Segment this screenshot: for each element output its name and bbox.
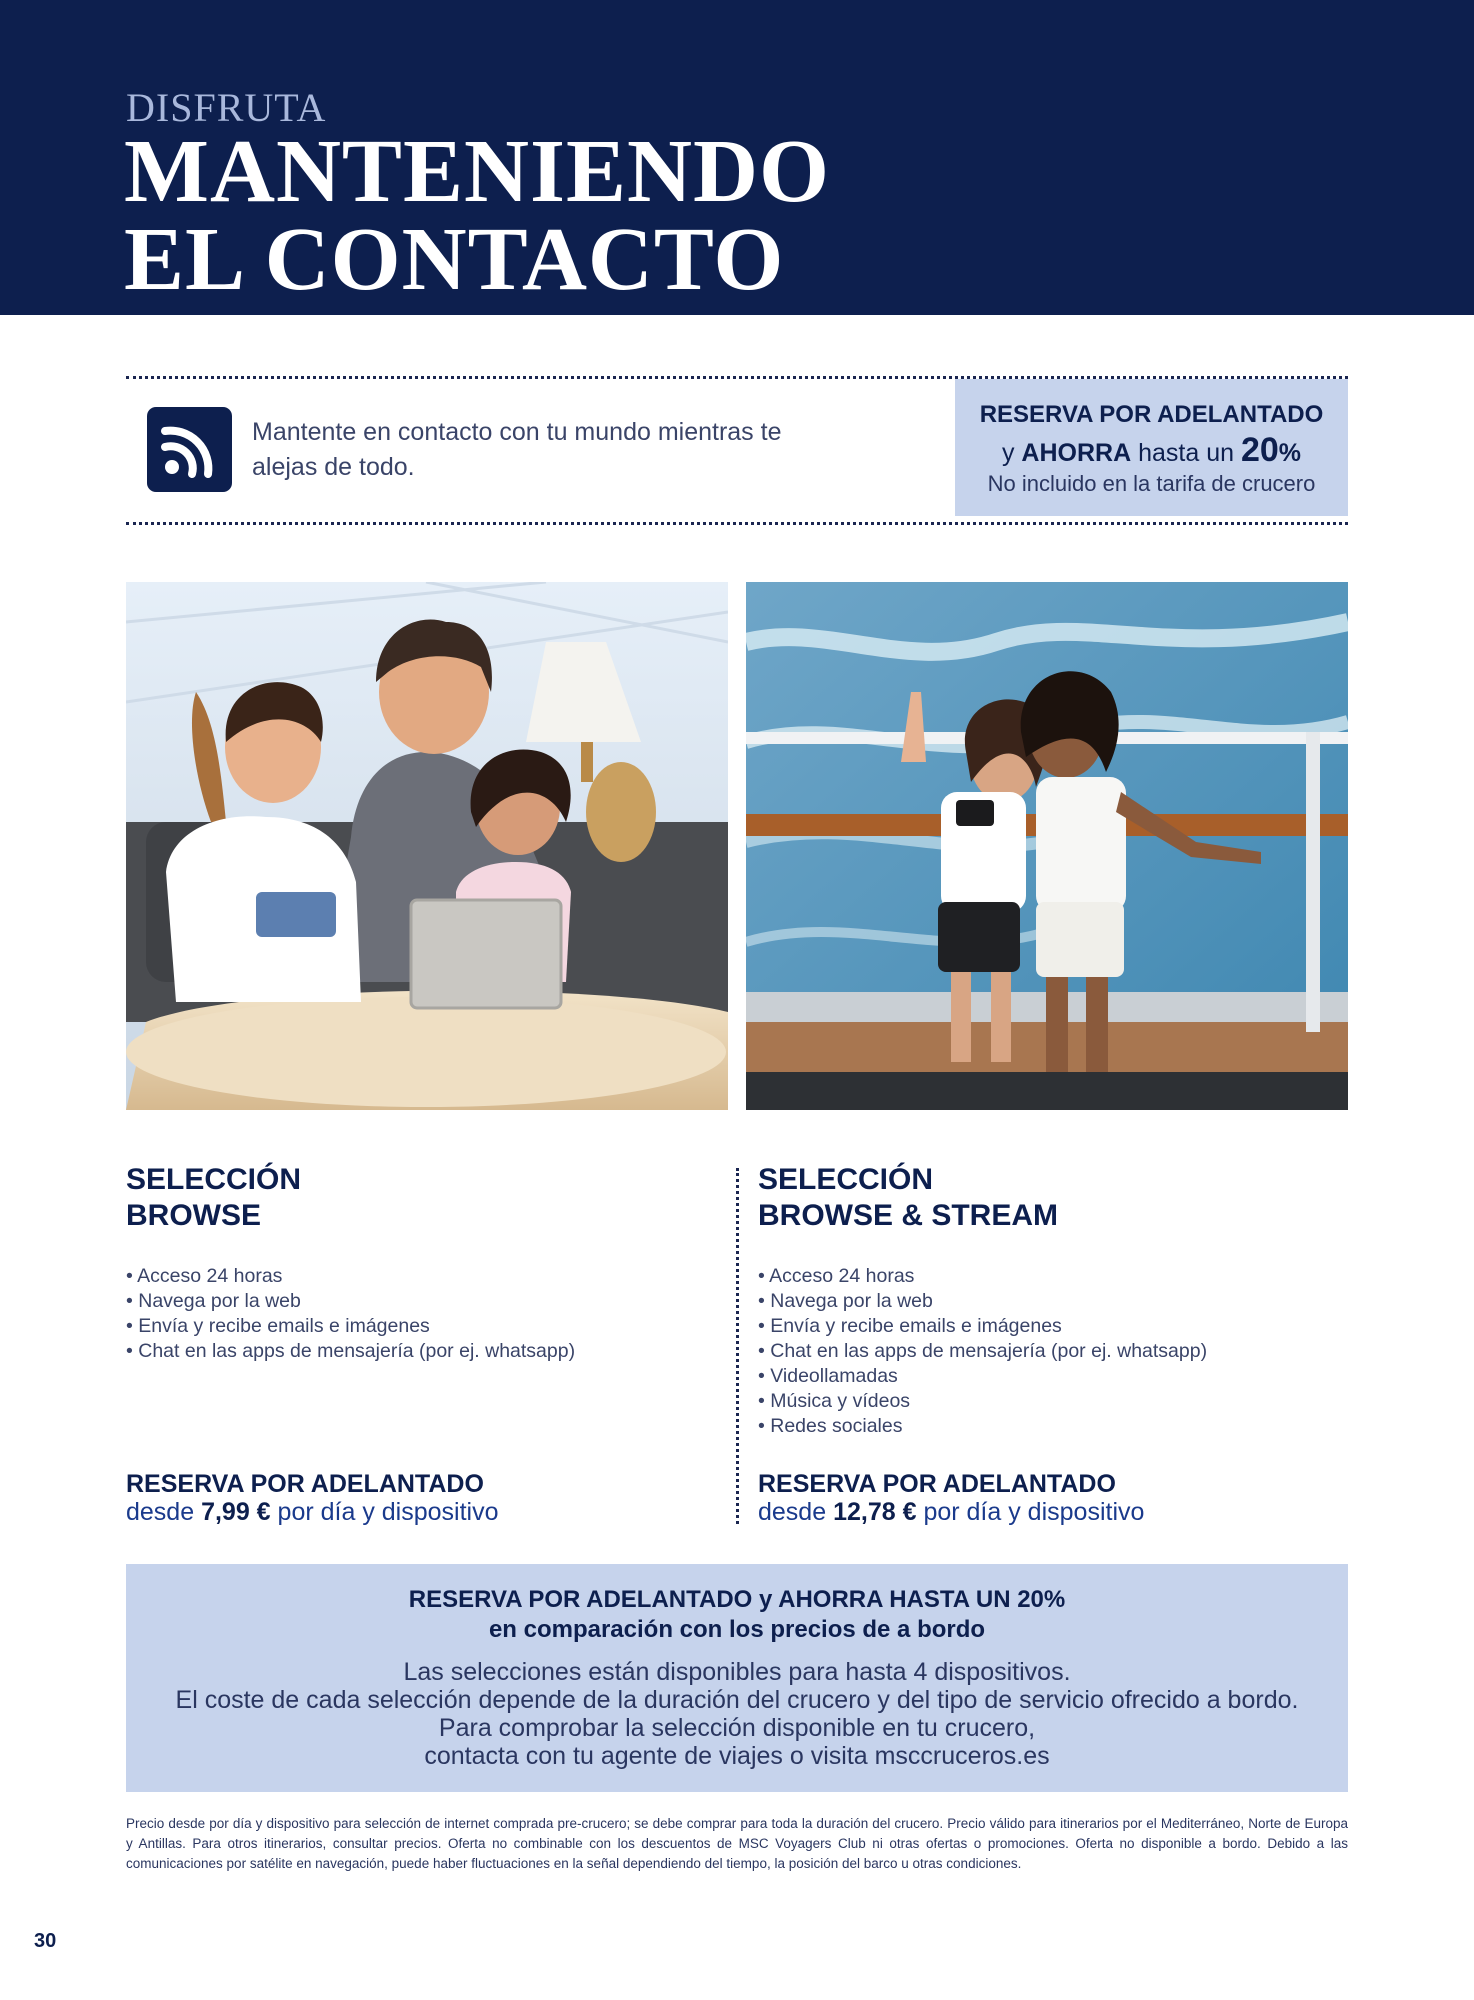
promo-percent-sign: % — [1278, 439, 1302, 467]
promo-heading: RESERVA POR ADELANTADO — [979, 401, 1324, 428]
intro-band — [126, 376, 1348, 525]
stream-price — [758, 1498, 1144, 1527]
promo-box — [955, 379, 1348, 516]
stream-title-line1: SELECCIÓN — [758, 1163, 934, 1196]
page-title — [124, 122, 831, 309]
promo-percent: 20 — [1240, 431, 1279, 469]
list-item: • Acceso 24 horas — [758, 1264, 1207, 1289]
savings-subheading: en comparación con los precios de a bordo — [488, 1616, 986, 1643]
legal-footnote: Precio desde por día y dispositivo para selección de internet comprada pre-crucero; se debe comprar para toda la duración del crucero. Precio válido para itinerarios por el Mediterráneo, Norte de Europa y Antillas. Para otros itinerarios, consultar precios. Oferta no combinable con los descuentos de MSC Voyagers Club ni otras ofertas o promociones. Oferta no disponible a bordo. Debido a las comunicaciones por satélite en navegación, puede haber fluctuaciones en la señal dependiendo del tiempo, la posición del barco u otras condiciones. — [126, 1816, 1348, 1871]
stream-price-suffix: por día y dispositivo — [923, 1498, 1145, 1526]
list-item: • Chat en las apps de mensajería (por ej. whatsapp) — [126, 1339, 575, 1364]
stream-title-line2: BROWSE & STREAM — [758, 1199, 1058, 1232]
list-item: • Música y vídeos — [758, 1389, 1207, 1414]
promo-savings — [955, 431, 1348, 470]
savings-line-1: Las selecciones están disponibles para hasta 4 dispositivos. — [403, 1658, 1071, 1686]
header-kicker: DISFRUTA — [126, 85, 327, 130]
list-item: • Chat en las apps de mensajería (por ej. whatsapp) — [758, 1339, 1207, 1364]
page-title-line2: EL CONTACTO — [124, 210, 785, 309]
list-item: • Navega por la web — [126, 1289, 575, 1314]
family-with-tablet-photo — [126, 582, 728, 1110]
selfie-on-deck-photo — [746, 582, 1348, 1110]
page-number: 30 — [34, 1930, 57, 1952]
browse-title — [126, 1162, 301, 1234]
savings-line-4: contacta con tu agente de viajes o visita msccruceros.es — [424, 1742, 1050, 1770]
stream-price-value: 12,78 € — [833, 1498, 917, 1526]
stream-title — [758, 1162, 1058, 1234]
browse-title-line2: BROWSE — [126, 1199, 261, 1232]
browse-title-line1: SELECCIÓN — [126, 1163, 302, 1196]
browse-reserve-label: RESERVA POR ADELANTADO — [126, 1470, 484, 1498]
wifi-icon — [147, 407, 232, 492]
list-item: • Videollamadas — [758, 1364, 1207, 1389]
list-item: • Acceso 24 horas — [126, 1264, 575, 1289]
promo-note: No incluido en la tarifa de crucero — [987, 471, 1316, 496]
savings-line-3: Para comprobar la selección disponible en tu crucero, — [438, 1714, 1036, 1742]
list-item: • Envía y recibe emails e imágenes — [758, 1314, 1207, 1339]
savings-heading: RESERVA POR ADELANTADO y AHORRA HASTA UN 20% — [408, 1586, 1066, 1613]
list-item: • Envía y recibe emails e imágenes — [126, 1314, 575, 1339]
list-item: • Redes sociales — [758, 1414, 1207, 1439]
page-header — [0, 0, 1474, 315]
browse-features — [126, 1264, 575, 1364]
promo-prefix: y — [1001, 439, 1015, 467]
stream-reserve-label: RESERVA POR ADELANTADO — [758, 1470, 1116, 1498]
promo-ahorra: AHORRA — [1021, 439, 1132, 467]
savings-info-box — [126, 1564, 1348, 1792]
browse-price-value: 7,99 € — [201, 1498, 271, 1526]
promo-mid: hasta un — [1138, 439, 1235, 467]
list-item: • Navega por la web — [758, 1289, 1207, 1314]
page-title-line1: MANTENIENDO — [124, 122, 831, 221]
browse-price — [126, 1498, 499, 1527]
stream-price-prefix: desde — [758, 1498, 827, 1526]
column-divider — [736, 1168, 739, 1524]
intro-text: Mantente en contacto con tu mundo mientras te alejas de todo. — [252, 418, 782, 481]
browse-price-prefix: desde — [126, 1498, 195, 1526]
stream-features — [758, 1264, 1207, 1439]
savings-line-2: El coste de cada selección depende de la duración del crucero y del tipo de servicio ofrecido a bordo. — [175, 1686, 1299, 1714]
browse-price-suffix: por día y dispositivo — [277, 1498, 499, 1526]
